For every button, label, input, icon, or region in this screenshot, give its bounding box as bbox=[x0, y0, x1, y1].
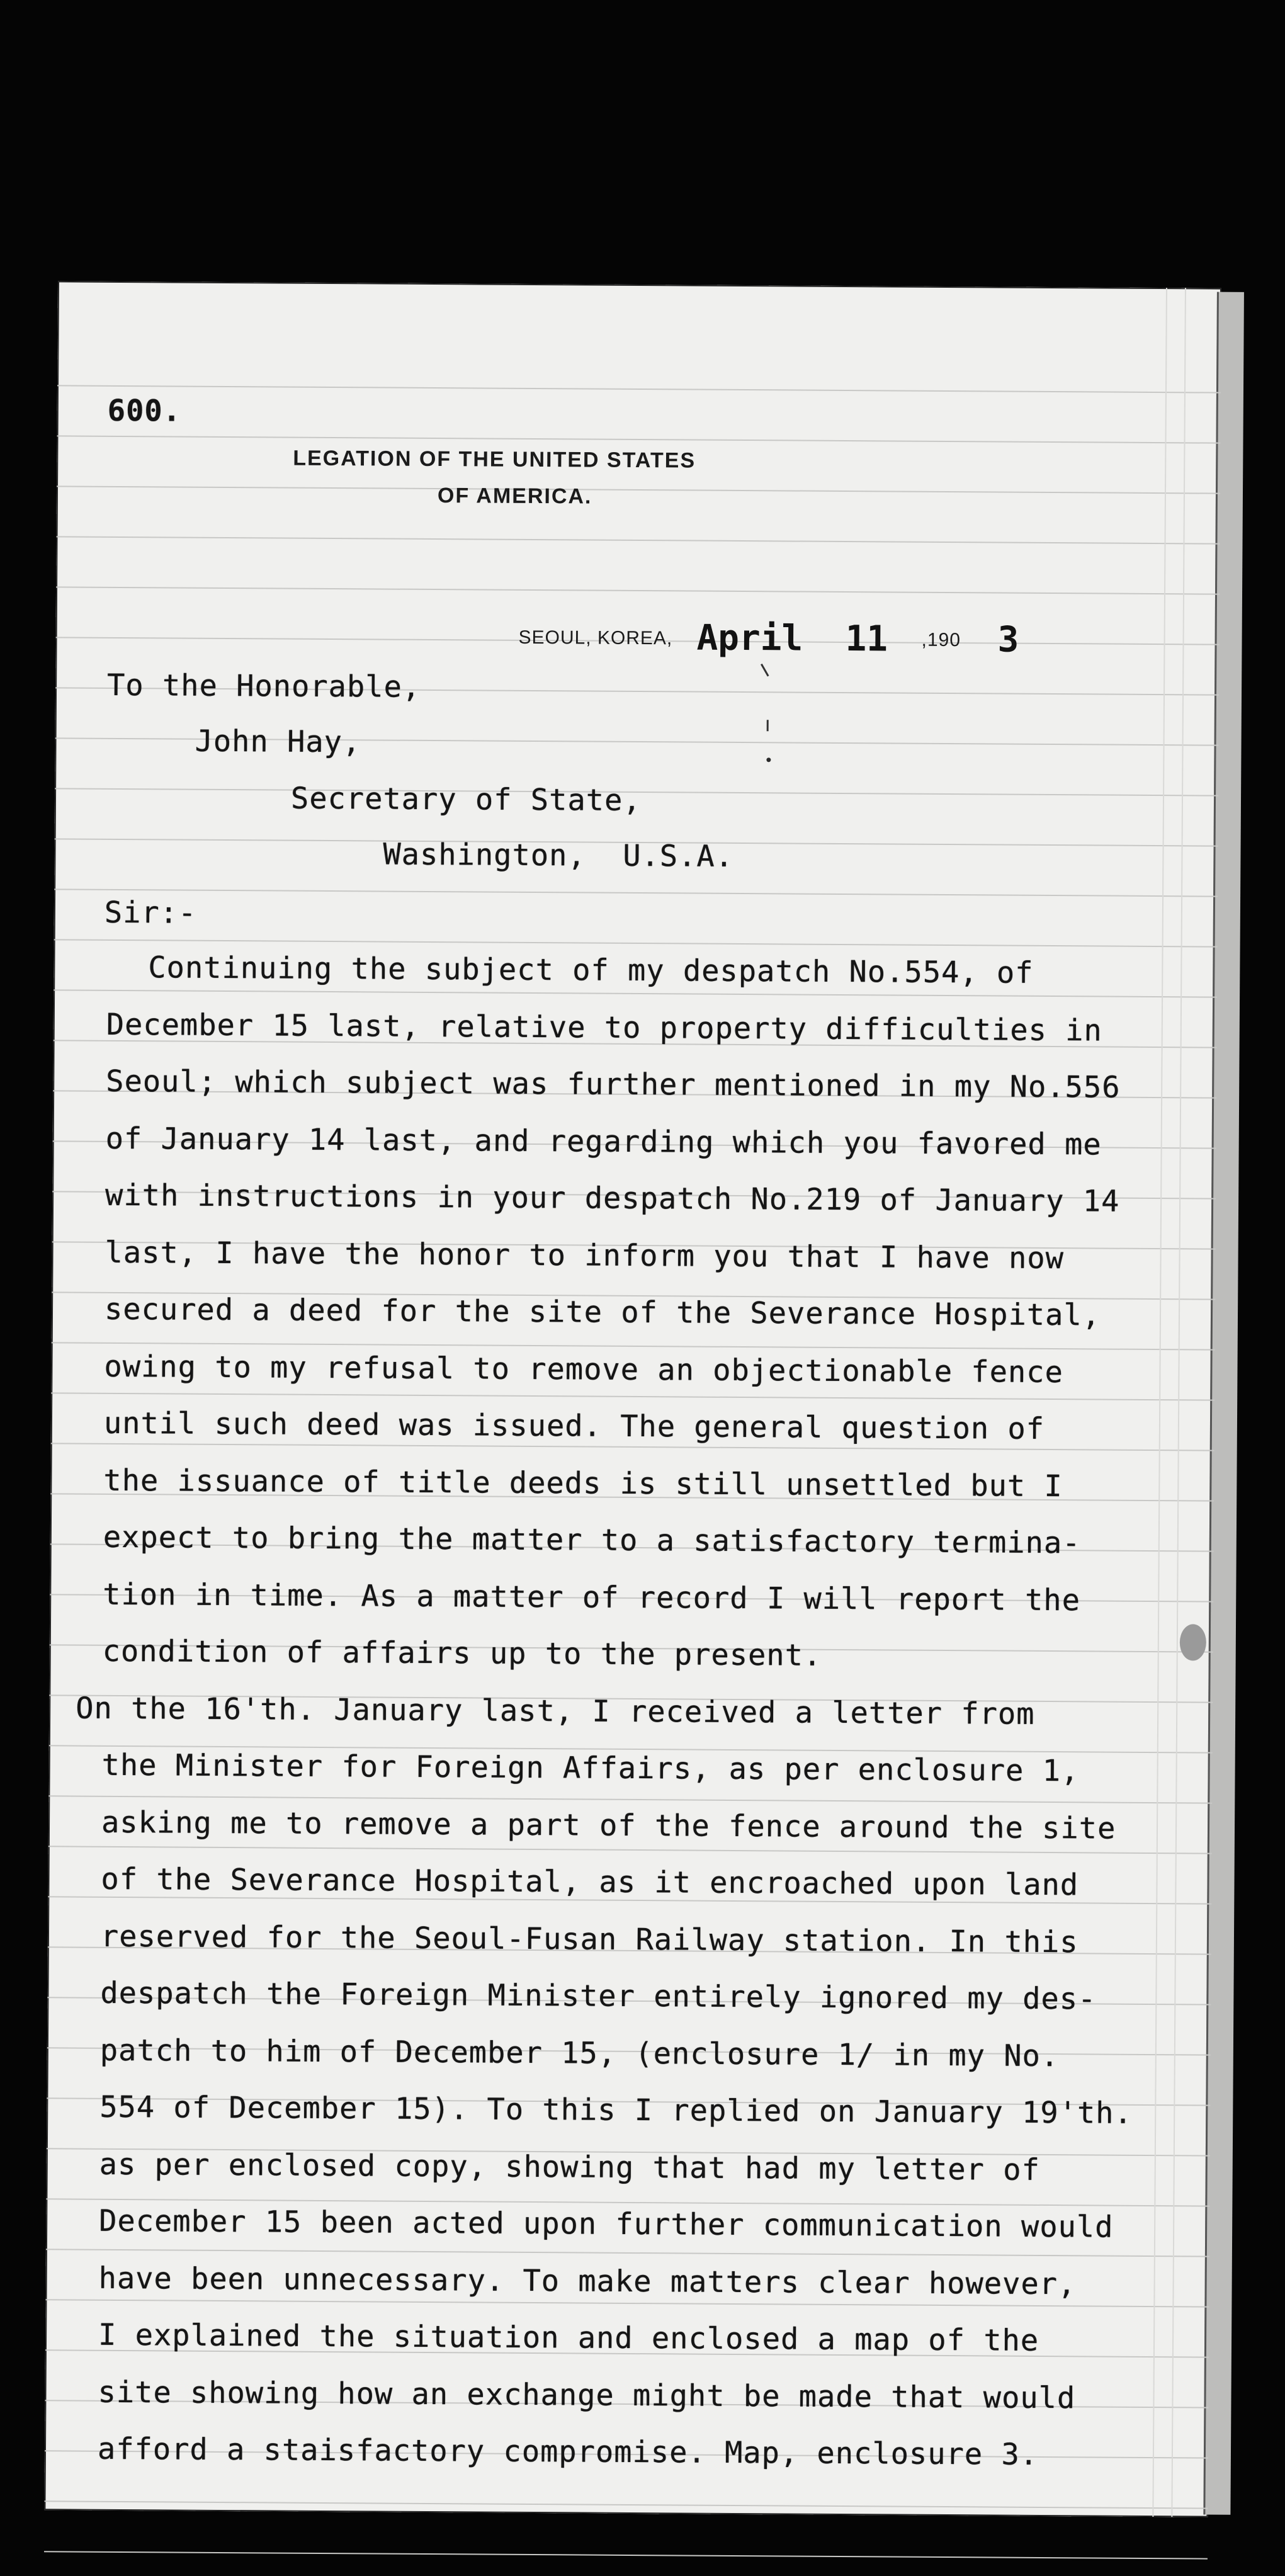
ruled-line bbox=[54, 939, 1218, 947]
ruled-line bbox=[54, 888, 1218, 897]
body-line: owing to my refusal to remove an objectionable fence bbox=[104, 1349, 1064, 1390]
body-line: asking me to remove a part of the fence around the site bbox=[101, 1805, 1116, 1846]
body-line: expect to bring the matter to a satisfactory termina- bbox=[103, 1519, 1081, 1561]
ruled-line bbox=[51, 1392, 1214, 1400]
body-line: afford a staisfactory compromise. Map, enclosure 3. bbox=[97, 2431, 1039, 2472]
scan-mark bbox=[767, 720, 769, 731]
despatch-number: 600. bbox=[107, 393, 182, 429]
ruled-line bbox=[56, 586, 1220, 594]
body-line: the issuance of title deeds is still unsettled but I bbox=[103, 1463, 1063, 1504]
body-line: site showing how an exchange might be made that would bbox=[98, 2375, 1076, 2415]
body-line: as per enclosed copy, showing that had my letter of bbox=[99, 2147, 1041, 2187]
body-line: reserved for the Seoul-Fusan Railway station. In this bbox=[100, 1919, 1078, 1960]
address-line-2: John Hay, bbox=[195, 723, 361, 760]
body-line: December 15 last, relative to property difficulties in bbox=[106, 1007, 1102, 1048]
ruled-lines bbox=[58, 281, 1221, 288]
ruled-line bbox=[48, 1846, 1212, 1854]
ruled-line bbox=[44, 2500, 1208, 2509]
punch-hole bbox=[1180, 1624, 1206, 1660]
date-month-day: April 11 bbox=[696, 617, 888, 660]
body-line: December 15 been acted upon further communication would bbox=[99, 2203, 1114, 2245]
year-suffix: 3 bbox=[997, 619, 1019, 661]
body-line: despatch the Foreign Minister entirely ignored my des- bbox=[100, 1975, 1097, 2017]
body-line: the Minister for Foreign Affairs, as per enclosure 1, bbox=[101, 1747, 1080, 1789]
body-line: have been unnecessary. To make matters clear however, bbox=[98, 2261, 1077, 2301]
scan-mark bbox=[761, 664, 769, 677]
ruled-line bbox=[57, 385, 1221, 393]
address-line-1: To the Honorable, bbox=[106, 667, 421, 705]
ruled-line bbox=[57, 435, 1221, 443]
margin-rule bbox=[1171, 288, 1186, 2517]
salutation: Sir:- bbox=[104, 895, 197, 931]
ruled-line bbox=[57, 485, 1220, 494]
body-line: condition of affairs up to the present. bbox=[102, 1633, 822, 1673]
body-line: with instructions in your despatch No.219 of January 14 bbox=[105, 1177, 1120, 1219]
ruled-line bbox=[44, 2551, 1208, 2559]
body-line: 554 of December 15). To this I replied on January 19'th. bbox=[99, 2089, 1133, 2131]
year-prefix: ,190 bbox=[921, 629, 961, 651]
body-line: Seoul; which subject was further mentioned in my No.556 bbox=[106, 1064, 1121, 1105]
letterhead-line-2: OF AMERICA. bbox=[437, 484, 592, 509]
ruled-line bbox=[48, 1795, 1212, 1803]
body-line: last, I have the honor to inform you that I have now bbox=[105, 1235, 1065, 1276]
ruled-line bbox=[54, 989, 1217, 997]
body-line: patch to him of December 15, (enclosure 1/ in my No. bbox=[99, 2033, 1060, 2074]
margin-rule bbox=[1152, 288, 1167, 2517]
body-line: of the Severance Hospital, as it encroached upon land bbox=[101, 1861, 1079, 1903]
page-edge bbox=[1203, 292, 1244, 2515]
body-line: Continuing the subject of my despatch No.554, of bbox=[148, 950, 1034, 990]
letterhead-line-1: LEGATION OF THE UNITED STATES bbox=[293, 446, 696, 473]
body-line: until such deed was issued. The general question of bbox=[103, 1405, 1045, 1446]
address-line-4: Washington, U.S.A. bbox=[383, 837, 734, 874]
ruled-line bbox=[57, 536, 1220, 544]
place-line: SEOUL, KOREA, bbox=[518, 627, 673, 649]
address-line-3: Secretary of State, bbox=[290, 781, 642, 819]
document-page bbox=[44, 281, 1221, 2517]
body-line: On the 16'th. January last, I received a letter from bbox=[76, 1691, 1035, 1732]
scan-mark bbox=[766, 757, 771, 762]
body-line: secured a deed for the site of the Severance Hospital, bbox=[104, 1291, 1101, 1333]
ruled-line bbox=[46, 2249, 1209, 2257]
body-line: of January 14 last, and regarding which you favored me bbox=[105, 1121, 1102, 1162]
body-line: tion in time. As a matter of record I will report the bbox=[103, 1577, 1081, 1618]
body-line: I explained the situation and enclosed a map of the bbox=[98, 2317, 1039, 2358]
